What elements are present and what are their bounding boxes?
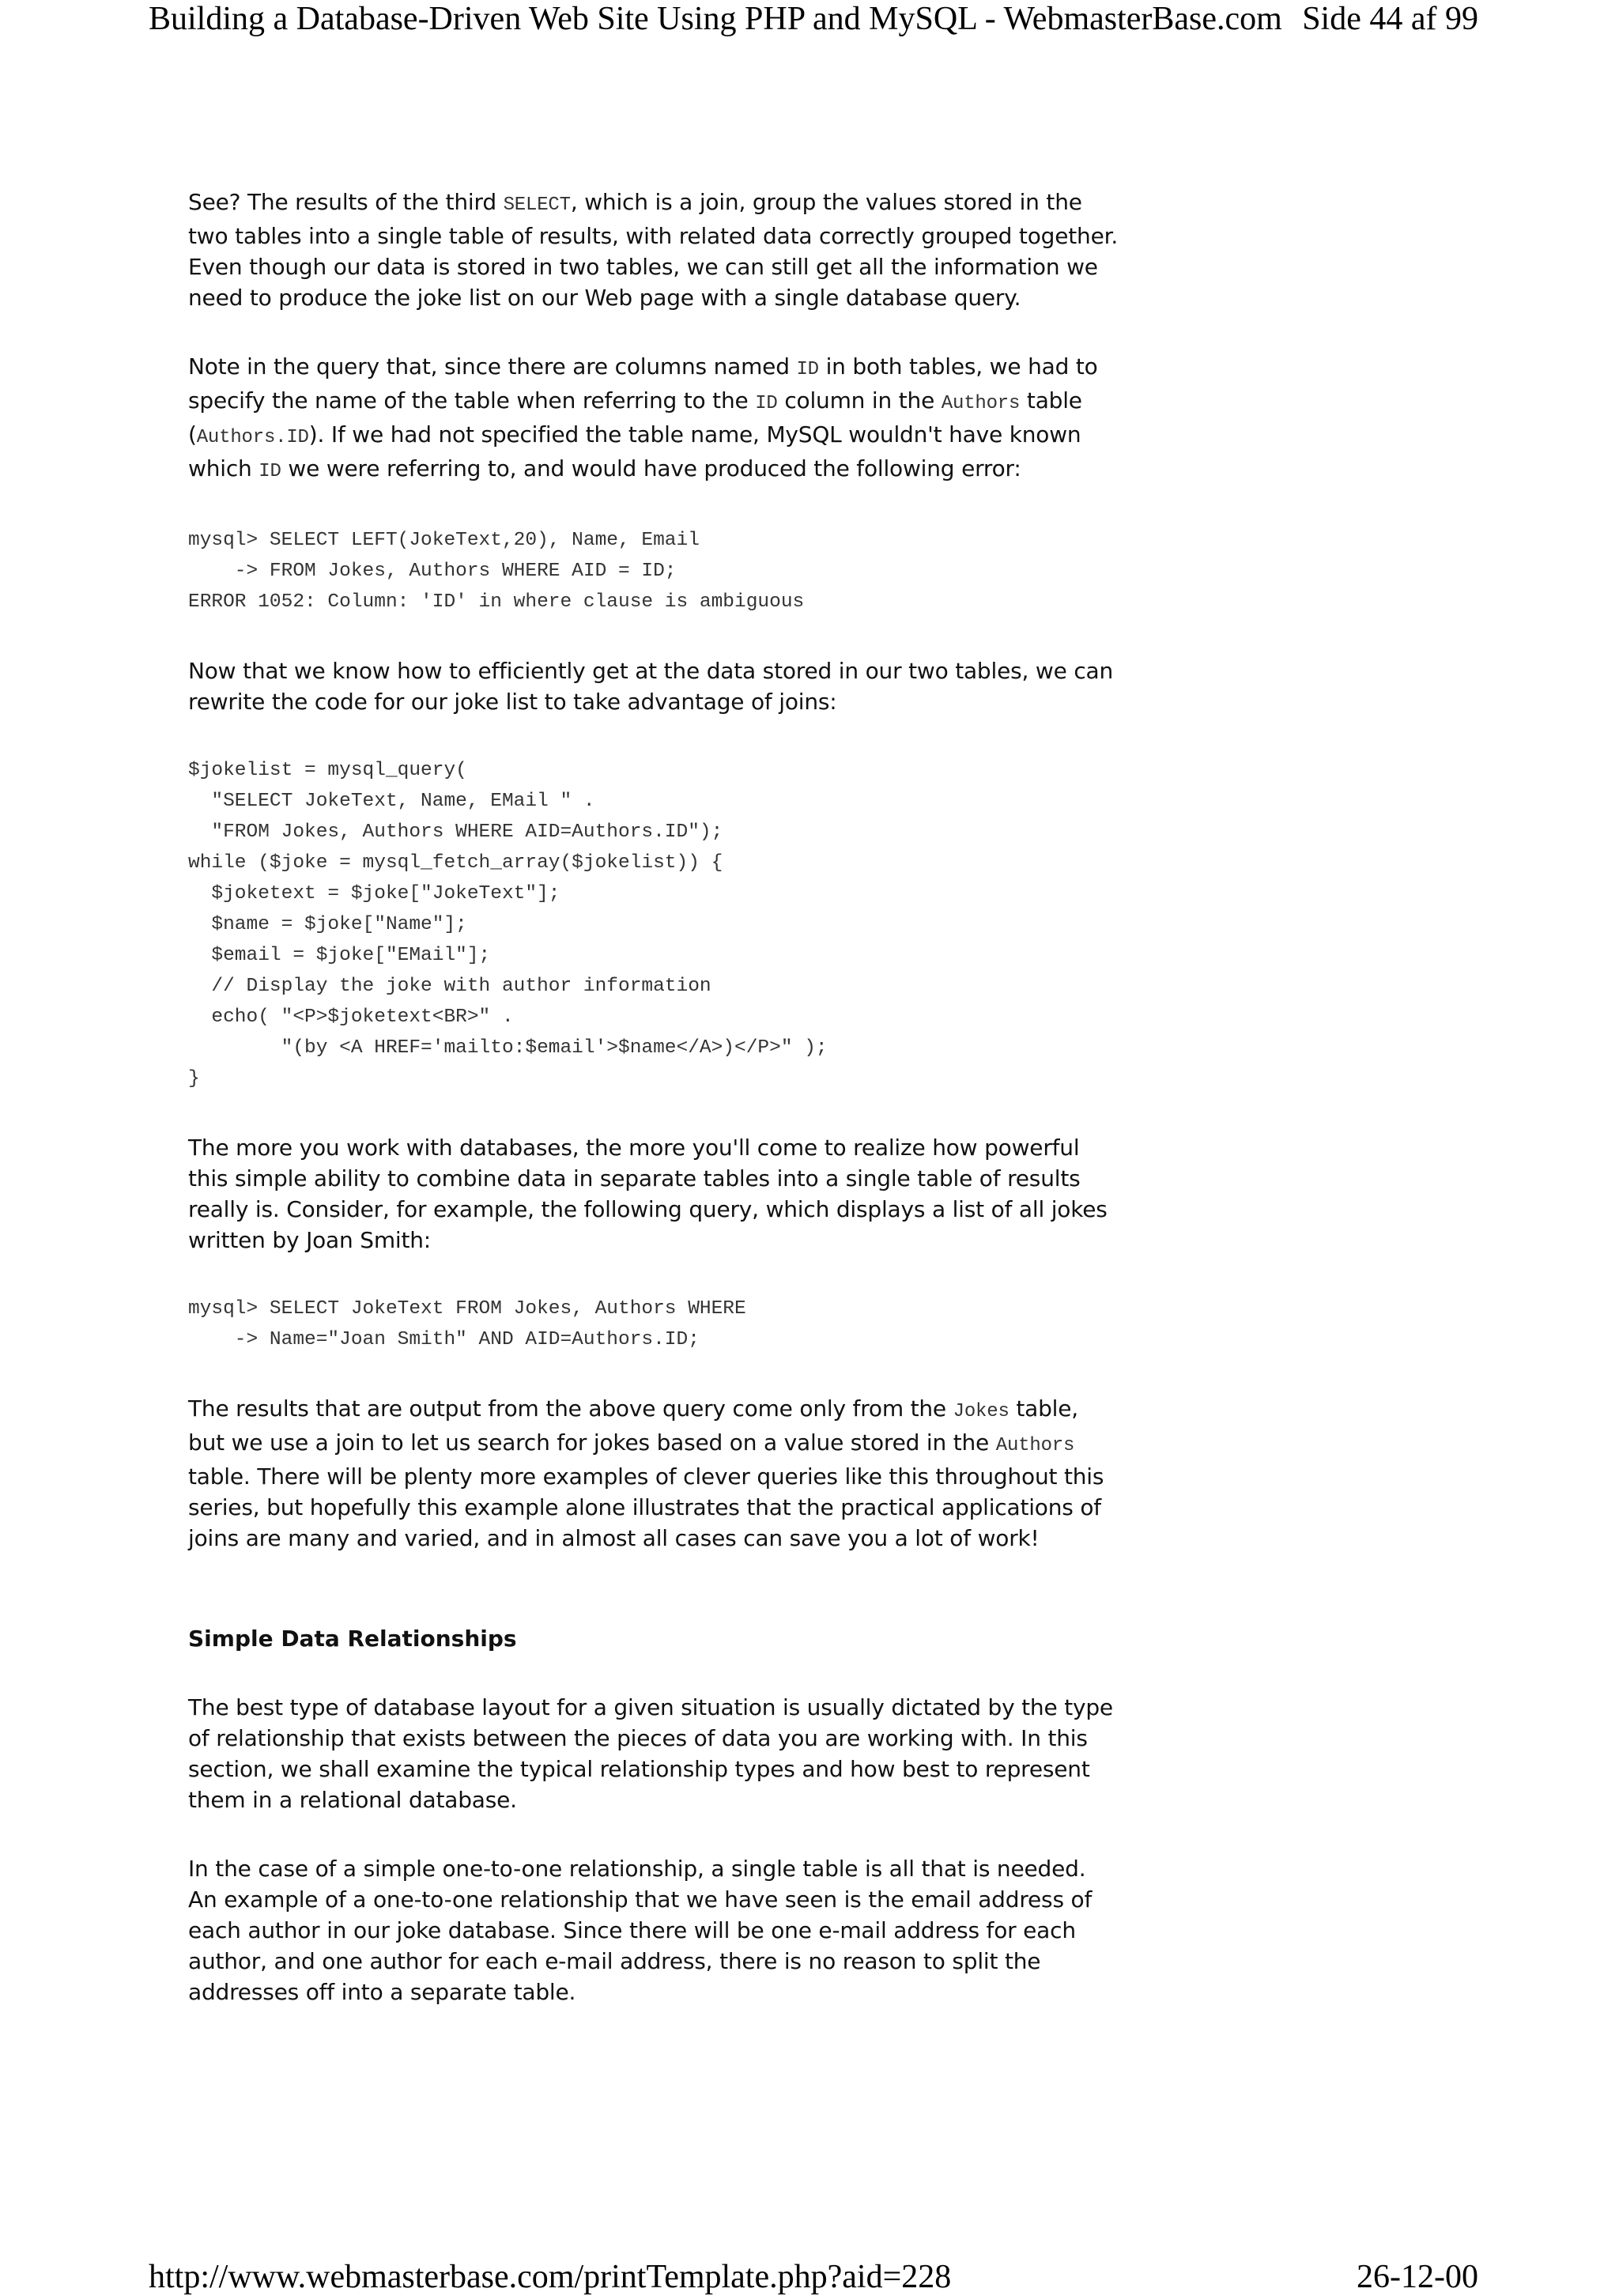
paragraph-rewrite-intro: Now that we know how to efficiently get at the data stored in our two tables, we can rewrite the code for our joke list to take advantage of joins: [188,658,1114,715]
code-line: ERROR 1052: Column: 'ID' in where clause is ambiguous [188,591,805,613]
code-line: $jokelist = mysql_query( [188,760,467,781]
code-line: } [188,1068,200,1089]
print-date: 26-12-00 [1357,2259,1478,2295]
code-line: $email = $joke["EMail"]; [188,945,491,966]
inline-code: Jokes [953,1401,1010,1422]
inline-code: SELECT [503,194,571,216]
code-line: "FROM Jokes, Authors WHERE AID=Authors.ID"); [188,821,723,843]
page-url: http://www.webmasterbase.com/printTemplate.php?aid=228 [149,2259,952,2295]
paragraph-ambiguous-id: Note in the query that, since there are columns named ID in both tables, we had to specify the name of the table when referring to the ID column in the Authors table (Authors.ID). If we had not specified the table name, MySQL wouldn't have known which ID we were referring to, and would have produced the following error: [188,353,1098,482]
code-line: echo( "<P>$joketext<BR>" . [188,1006,514,1028]
inline-code: Authors [941,393,1021,414]
code-line: mysql> SELECT JokeText FROM Jokes, Authors WHERE [188,1298,746,1320]
code-line: -> Name="Joan Smith" AND AID=Authors.ID; [188,1329,700,1350]
code-line: while ($joke = mysql_fetch_array($jokelist)) { [188,852,723,874]
section-heading: Simple Data Relationships [188,1626,517,1652]
code-line: // Display the joke with author information [188,976,711,997]
paragraph-join-applications: The results that are output from the above query come only from the Jokes table, but we use a join to let us search for jokes based on a value stored in the Authors table. There will be plenty more examples of clever queries like this throughout this series, but hopefully this example alone illustrates that the practical applications of joins are many and varied, and in almost all cases can save you a lot of work! [188,1395,1104,1551]
inline-code: ID [259,461,281,482]
code-line: mysql> SELECT LEFT(JokeText,20), Name, Email [188,530,700,551]
paragraph-one-to-one: In the case of a simple one-to-one relationship, a single table is all that is needed. An example of a one-to-one relationship that we have seen is the email address of each author in our joke database. Since there will be one e-mail address for each author, and one author for each e-mail address, there is no reason to split the addresses off into a separate table. [188,1856,1093,2005]
inline-code: ID [755,393,778,414]
inline-code: Authors.ID [196,427,309,448]
document-title: Building a Database-Driven Web Site Using PHP and MySQL - WebmasterBase.com [149,1,1282,37]
code-block-error [188,525,1121,617]
page-number: Side 44 af 99 [1302,1,1478,37]
paragraph-powerful-joins: The more you work with databases, the more you'll come to realize how powerful this simple ability to combine data in separate tables into a single table of results really is. Consider, for example, the following query, which displays a list of all jokes written by Joan Smith: [188,1135,1108,1253]
code-line: -> FROM Jokes, Authors WHERE AID = ID; [188,561,677,582]
code-block-php [188,755,1121,1094]
article-body [188,187,1121,2045]
paragraph-layout-types: The best type of database layout for a given situation is usually dictated by the type of relationship that exists between the pieces of data you are working with. In this section, we shall examine the typical relationship types and how best to represent them in a relational database. [188,1694,1113,1813]
inline-code: Authors [995,1435,1075,1456]
code-block-query [188,1293,1121,1355]
code-line: "SELECT JokeText, Name, EMail " . [188,791,595,812]
inline-code: ID [796,359,819,380]
code-line: $joketext = $joke["JokeText"]; [188,883,560,904]
code-line: $name = $joke["Name"]; [188,914,467,935]
code-line: "(by <A HREF='mailto:$email'>$name</A>)</P>" ); [188,1037,828,1059]
paragraph-join-results: See? The results of the third SELECT, which is a join, group the values stored in the two tables into a single table of results, with related data correctly grouped together. Even though our data is stored in two tables, we can still get all the information we need to produce the joke list on our Web page with a single database query. [188,189,1119,311]
